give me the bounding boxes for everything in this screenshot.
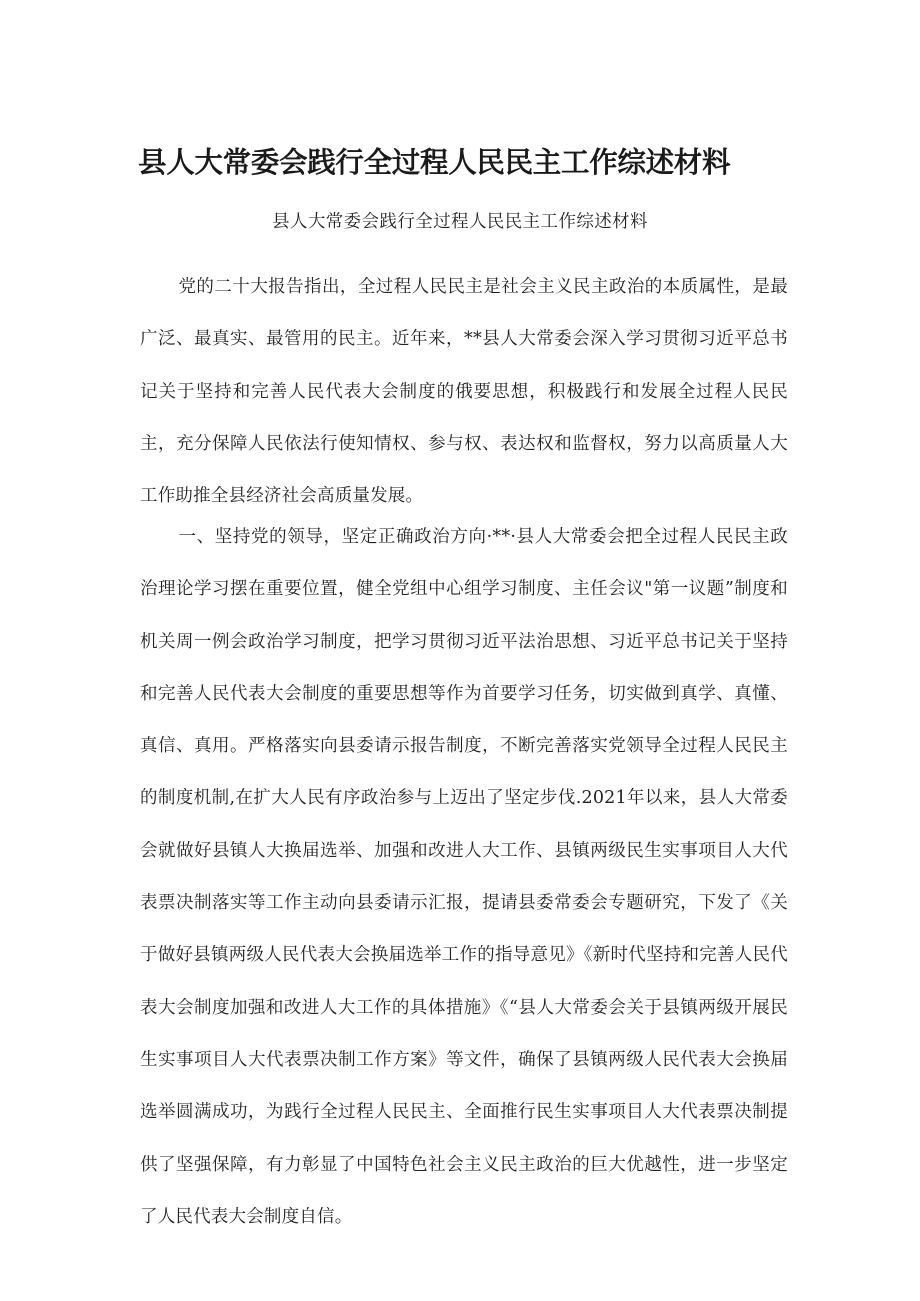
document-subtitle: 县人大常委会践行全过程人民民主工作综述材料 <box>272 212 648 232</box>
body-paragraph-intro: 党的二十大报告指出，全过程人民民主是社会主义民主政治的本质属性，是最广泛、最真实、最管用的民主。近年来，**县人大常委会深入学习贯彻习近平总书记关于坚持和完善人民代表大会制度的俄要思想，积极践行和发展全过程人民民主，充分保障人民依法行使知情权、参与权、表达权和监督权，努力以高质量人大工作助推全县经济社会高质量发展。 <box>140 277 788 507</box>
document-title: 县人大常委会践行全过程人民民主工作综述材料 <box>138 146 731 179</box>
body-paragraph-section-one: 一、坚持党的领导，坚定正确政治方向·**·县人大常委会把全过程人民民主政治理论学习摆在重要位置，健全党组中心组学习制度、主任会议"第一议题”制度和机关周一例会政治学习制度，把学习贯彻习近平法治思想、习近平总书记关于坚持和完善人民代表大会制度的重要思想等作为首要学习任务，切实做到真学、真懂、真信、真用。严格落实向县委请示报告制度，不断完善落实党领导全过程人民民主的制度机制,在扩大人民有序政治参与上迈出了坚定步伐.2021年以来，县人大常委会就做好县镇人大换届选举、加强和改进人大工作、县镇两级民生实事项目人大代表票决制落实等工作主动向县委请示汇报，提请县委常委会专题研究，下发了《关于做好县镇两级人民代表大会换届选举工作的指导意见》《新时代坚持和完善人民代表大会制度加强和改进人大工作的具体措施》《“县人大常委会关于县镇两级开展民生实事项目人大代表票决制工作方案》等文件，确保了县镇两级人民代表大会换届选举圆满成功，为践行全过程人民民主、全面推行民生实事项目人大代表票决制提供了坚强保障，有力彰显了中国特色社会主义民主政治的巨大优越性，进一步坚定了人民代表大会制度自信。 <box>140 527 788 1227</box>
